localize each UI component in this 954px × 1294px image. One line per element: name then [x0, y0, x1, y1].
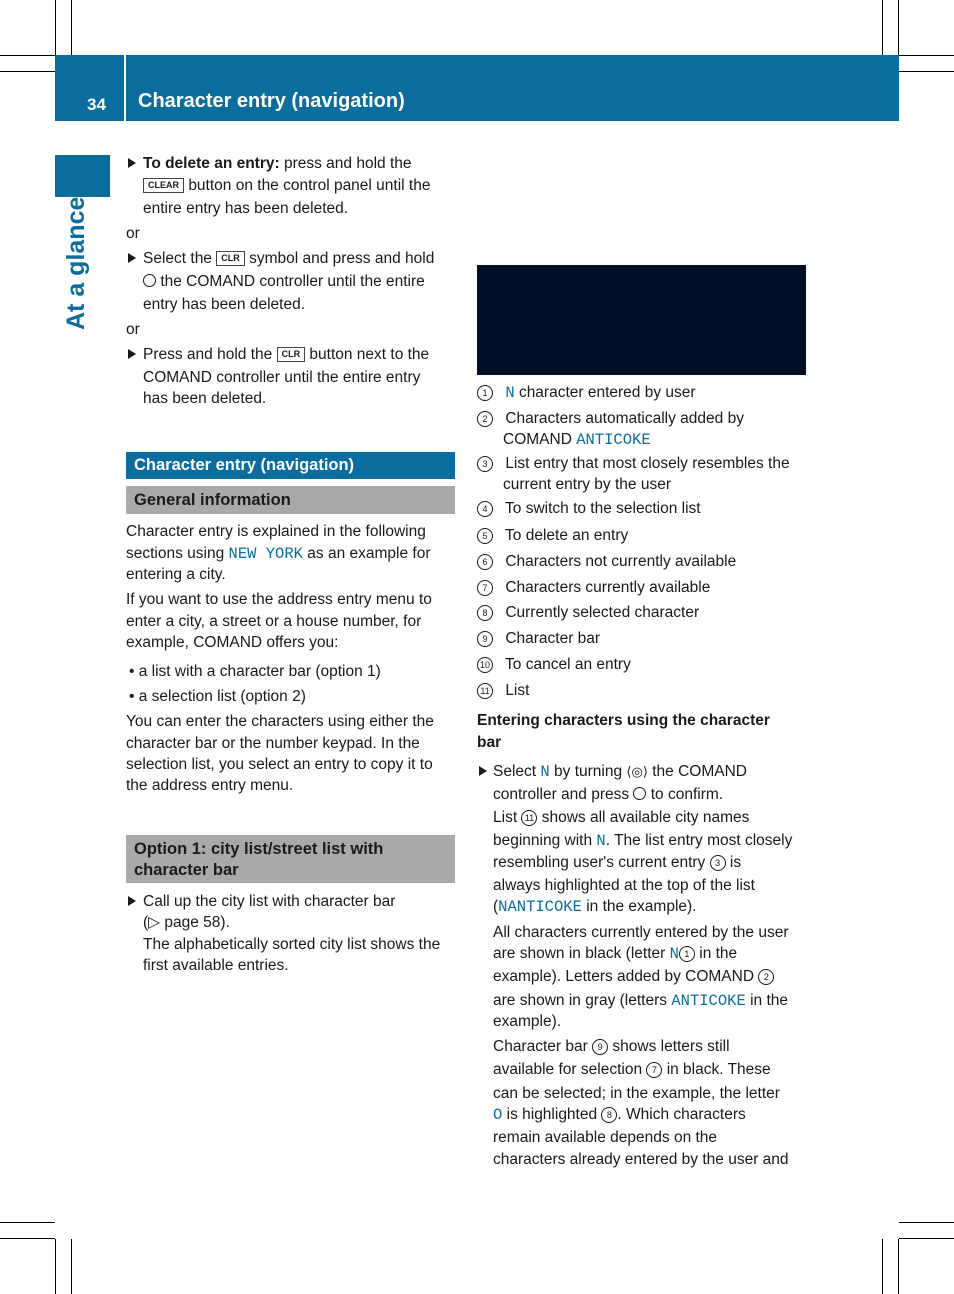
rotate-controller-icon: ⟨◎⟩ [626, 764, 648, 779]
press-controller-icon [143, 274, 156, 287]
delete-step-3: Press and hold the CLR button next to the [143, 346, 430, 363]
callout-number: 5 [477, 528, 493, 544]
legend-item: 10 To cancel an entry [477, 654, 631, 676]
crop-mark [899, 1238, 954, 1239]
side-tab-marker [55, 155, 110, 197]
callout-number: 4 [477, 501, 493, 517]
crop-mark [55, 1239, 56, 1294]
crop-mark [0, 1238, 55, 1239]
legend-item-continued: COMAND ANTICOKE [503, 431, 651, 449]
step-arrow-icon [128, 896, 136, 906]
crop-mark [71, 0, 72, 55]
legend-item: 9 Character bar [477, 628, 600, 650]
screen-image [477, 265, 806, 375]
press-controller-icon [633, 787, 646, 800]
callout-number: 10 [477, 657, 493, 673]
or-text: or [126, 225, 140, 242]
legend-item: 8 Currently selected character [477, 602, 699, 624]
option-1-heading: Option 1: city list/street list with character bar [126, 835, 455, 883]
callout-number: 9 [477, 631, 493, 647]
general-info-heading: General information [126, 486, 455, 514]
legend-item: 1 N character entered by user [477, 382, 696, 404]
delete-step-2: Select the CLR symbol and press and hold [143, 250, 435, 267]
crop-mark [899, 1222, 954, 1223]
page-reference: (▷ page 58). [143, 914, 230, 931]
legend-item: 7 Characters currently available [477, 577, 710, 599]
callout-number: 11 [477, 683, 493, 699]
crop-mark [899, 55, 954, 56]
side-tab-label: At a glance [62, 196, 90, 330]
crop-mark [71, 1239, 72, 1294]
header-divider [124, 55, 126, 121]
legend-item: 2 Characters automatically added by [477, 408, 744, 430]
page-title: Character entry (navigation) [138, 90, 405, 112]
callout-number: 7 [477, 580, 493, 596]
step-arrow-icon [479, 766, 487, 776]
legend-item: 5 To delete an entry [477, 525, 628, 547]
callout-number: 6 [477, 554, 493, 570]
step-arrow-icon [128, 253, 136, 263]
crop-mark [0, 55, 55, 56]
legend-item: 3 List entry that most closely resembles the [477, 453, 790, 475]
clear-key-icon: CLEAR [143, 178, 184, 193]
callout-number: 1 [477, 385, 493, 401]
legend-item-continued: current entry by the user [503, 476, 671, 493]
or-text: or [126, 321, 140, 338]
crop-mark [898, 0, 899, 55]
legend-item: 4 To switch to the selection list [477, 498, 701, 520]
crop-mark [0, 71, 55, 72]
list-item: • a list with a character bar (option 1) [129, 663, 381, 680]
crop-mark [882, 1239, 883, 1294]
clr-key-icon: CLR [216, 251, 245, 266]
list-item: • a selection list (option 2) [129, 688, 306, 705]
example-city-code: NEW YORK [228, 545, 303, 563]
subheading: Entering characters using the character [477, 712, 770, 729]
legend-item: 11 List [477, 680, 529, 702]
callout-number: 8 [477, 605, 493, 621]
legend-item: 6 Characters not currently available [477, 551, 736, 573]
section-heading: Character entry (navigation) [126, 452, 455, 479]
clr-key-icon: CLR [277, 347, 306, 362]
step-arrow-icon [128, 349, 136, 359]
crop-mark [899, 71, 954, 72]
crop-mark [898, 1239, 899, 1294]
callout-number: 2 [477, 411, 493, 427]
crop-mark [882, 0, 883, 55]
crop-mark [0, 1222, 55, 1223]
crop-mark [55, 0, 56, 55]
delete-step-1: To delete an entry: press and hold the [143, 155, 412, 172]
callout-number: 3 [477, 456, 493, 472]
step-arrow-icon [128, 158, 136, 168]
page-number: 34 [87, 95, 106, 114]
